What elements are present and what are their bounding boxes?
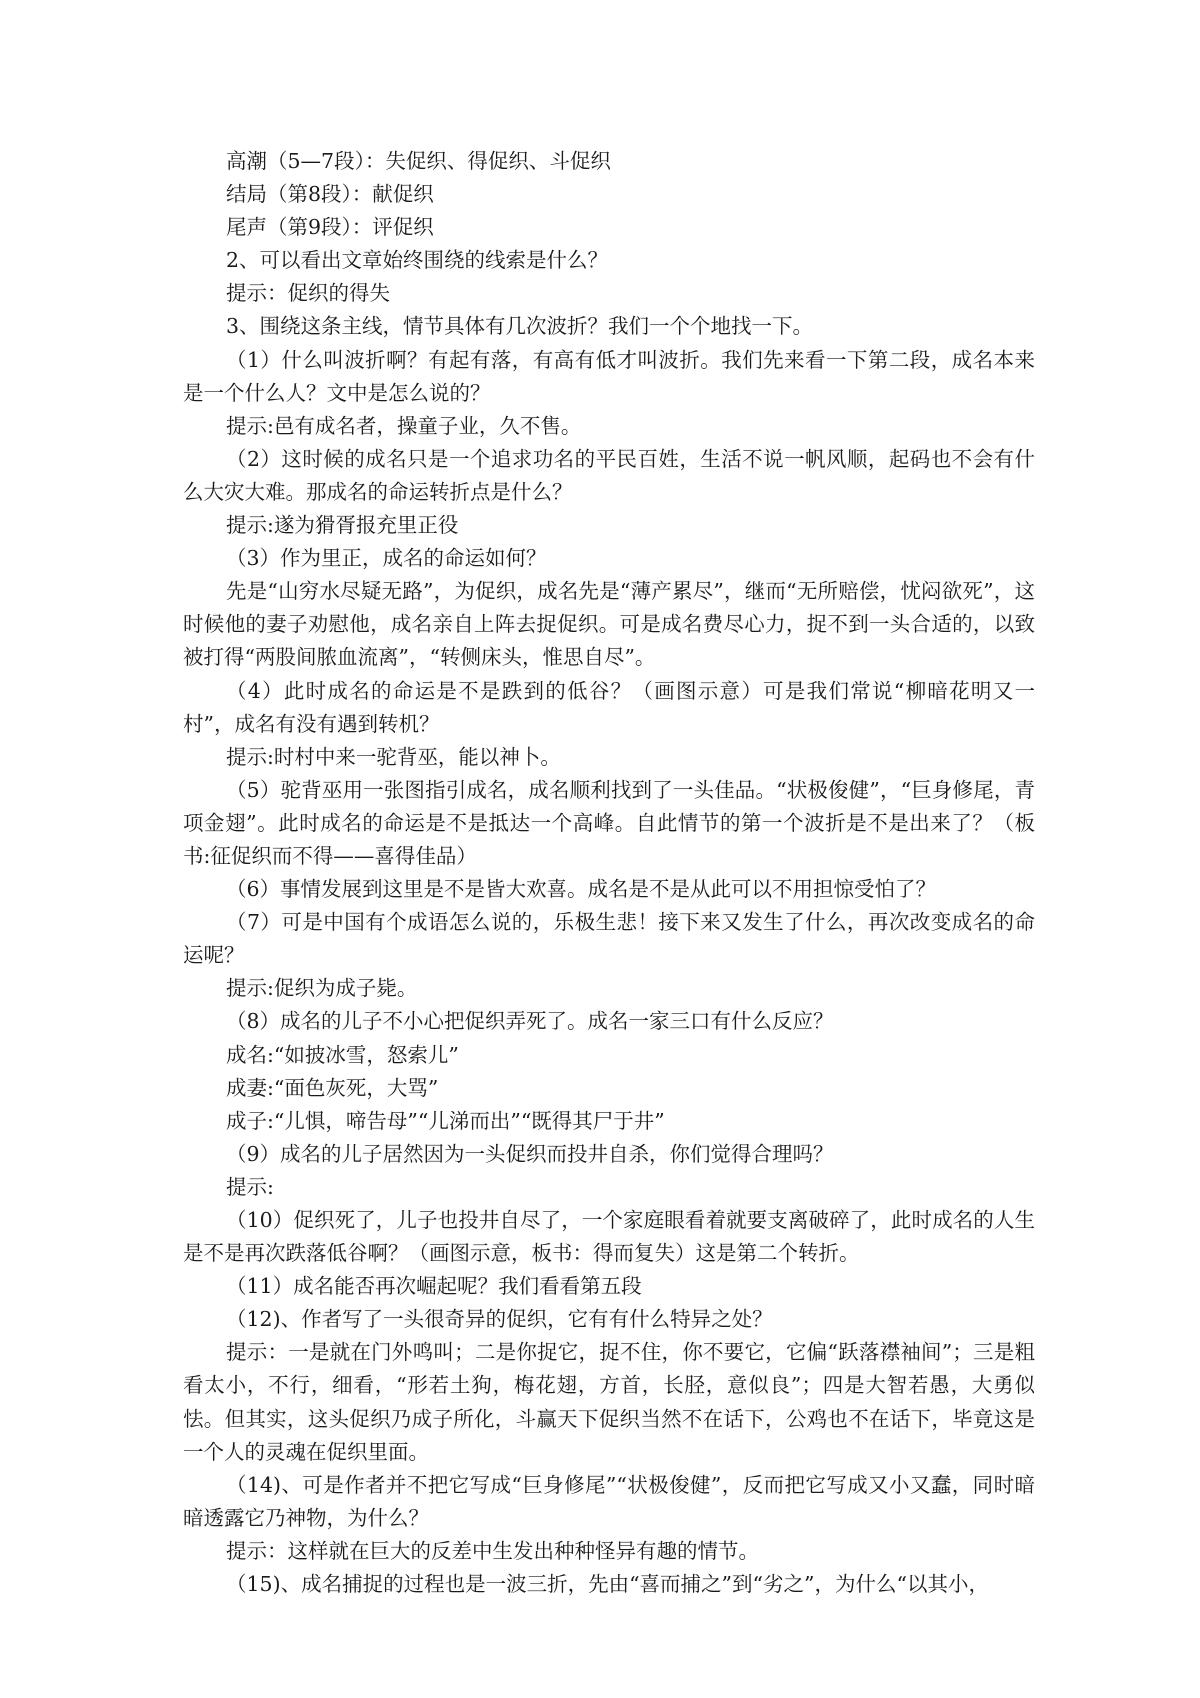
paragraph-question-3: 3、围绕这条主线，情节具体有几次波折？我们一个个地找一下。	[226, 314, 814, 339]
paragraph-question-2: 2、可以看出文章始终围绕的线索是什么？	[226, 248, 609, 273]
paragraph-chengqi: 成妻:“面色灰死，大骂”	[226, 1075, 439, 1100]
document-body	[183, 145, 1035, 1601]
paragraph-item-7: （7）可是中国有个成语怎么说的，乐极生悲！接下来又发生了什么，再次改变成名的命运呢？	[183, 910, 1035, 968]
paragraph-hint-item-14: 提示：这样就在巨大的反差中生发出种种怪异有趣的情节。	[226, 1538, 759, 1563]
paragraph-chengming: 成名:“如披冰雪，怒索儿”	[226, 1042, 459, 1067]
paragraph-item-10: （10）促织死了，儿子也投井自尽了，一个家庭眼看着就要支离破碎了，此时成名的人生是不是再次跌落低谷啊？（画图示意，板书：得而复失）这是第二个转折。	[183, 1208, 1035, 1266]
paragraph-hint-2: 提示：促织的得失	[226, 281, 390, 306]
paragraph-hint-item-2: 提示:遂为猾胥报充里正役	[226, 513, 459, 538]
paragraph-item-3: （3）作为里正，成名的命运如何？	[226, 546, 547, 571]
paragraph-item-8: （8）成名的儿子不小心把促织弄死了。成名一家三口有什么反应？	[226, 1009, 834, 1034]
paragraph-narrative: 先是“山穷水尽疑无路”，为促织，成名先是“薄产累尽”，继而“无所赔偿，忧闷欲死”，这时候他的妻子劝慰他，成名亲自上阵去捉促织。可是成名费尽心力，捉不到一头合适的，以致被打得“两股间脓血流离”，“转侧床头，惟思自尽”。	[183, 579, 1035, 670]
paragraph-hint-item-12: 提示：一是就在门外鸣叫；二是你捉它，捉不住，你不要它，它偏“跃落襟袖间”；三是粗看太小，不行，细看，“形若土狗，梅花翅，方首，长胫，意似良”；四是大智若愚，大勇似怯。但其实，这头促织乃成子所化，斗赢天下促织当然不在话下，公鸡也不在话下，毕竟这是一个人的灵魂在促织里面。	[183, 1340, 1035, 1464]
paragraph-hint-item-9: 提示:	[226, 1174, 274, 1199]
paragraph-epilogue: 尾声（第9段）：评促织	[226, 215, 434, 240]
paragraph-chengzi: 成子:“儿惧，啼告母”“儿涕而出”“既得其尸于井”	[226, 1108, 665, 1133]
paragraph-hint-item-4: 提示:时村中来一驼背巫，能以神卜。	[226, 744, 561, 769]
paragraph-item-5: （5）驼背巫用一张图指引成名，成名顺利找到了一头佳品。“状极俊健”，“巨身修尾，青项金翅”。此时成名的命运是不是抵达一个高峰。自此情节的第一个波折是不是出来了？（板书:征促织而不得——喜得佳品）	[183, 777, 1035, 868]
paragraph-item-14: （14)、可是作者并不把它写成“巨身修尾”“状极俊健”，反而把它写成又小又蠢，同时暗暗透露它乃神物，为什么？	[183, 1472, 1035, 1530]
paragraph-climax: 高潮（5—7段）：失促织、得促织、斗促织	[226, 149, 611, 173]
paragraph-ending: 结局（第8段）：献促织	[226, 182, 434, 207]
paragraph-item-2: （2）这时候的成名只是一个追求功名的平民百姓，生活不说一帆风顺，起码也不会有什么大灾大难。那成名的命运转折点是什么？	[183, 446, 1035, 504]
paragraph-item-11: （11）成名能否再次崛起呢？我们看看第五段	[226, 1274, 642, 1299]
paragraph-item-1: （1）什么叫波折啊？有起有落，有高有低才叫波折。我们先来看一下第二段，成名本来是一个什么人？文中是怎么说的？	[183, 347, 1035, 405]
paragraph-item-15: （15)、成名捕捉的过程也是一波三折，先由“喜而捕之”到“劣之”，为什么“以其小，	[226, 1572, 989, 1597]
paragraph-hint-item-7: 提示:促织为成子毙。	[226, 976, 418, 1001]
paragraph-hint-1: 提示:邑有成名者，操童子业，久不售。	[226, 413, 582, 438]
paragraph-item-4: （4）此时成名的命运是不是跌到的低谷？（画图示意）可是我们常说“柳暗花明又一村”，成名有没有遇到转机？	[183, 678, 1035, 736]
paragraph-item-9: （9）成名的儿子居然因为一头促织而投井自杀，你们觉得合理吗？	[226, 1141, 834, 1166]
paragraph-item-12: （12)、作者写了一头很奇异的促织，它有有什么特异之处？	[226, 1307, 773, 1332]
paragraph-item-6: （6）事情发展到这里是不是皆大欢喜。成名是不是从此可以不用担惊受怕了？	[226, 877, 937, 902]
